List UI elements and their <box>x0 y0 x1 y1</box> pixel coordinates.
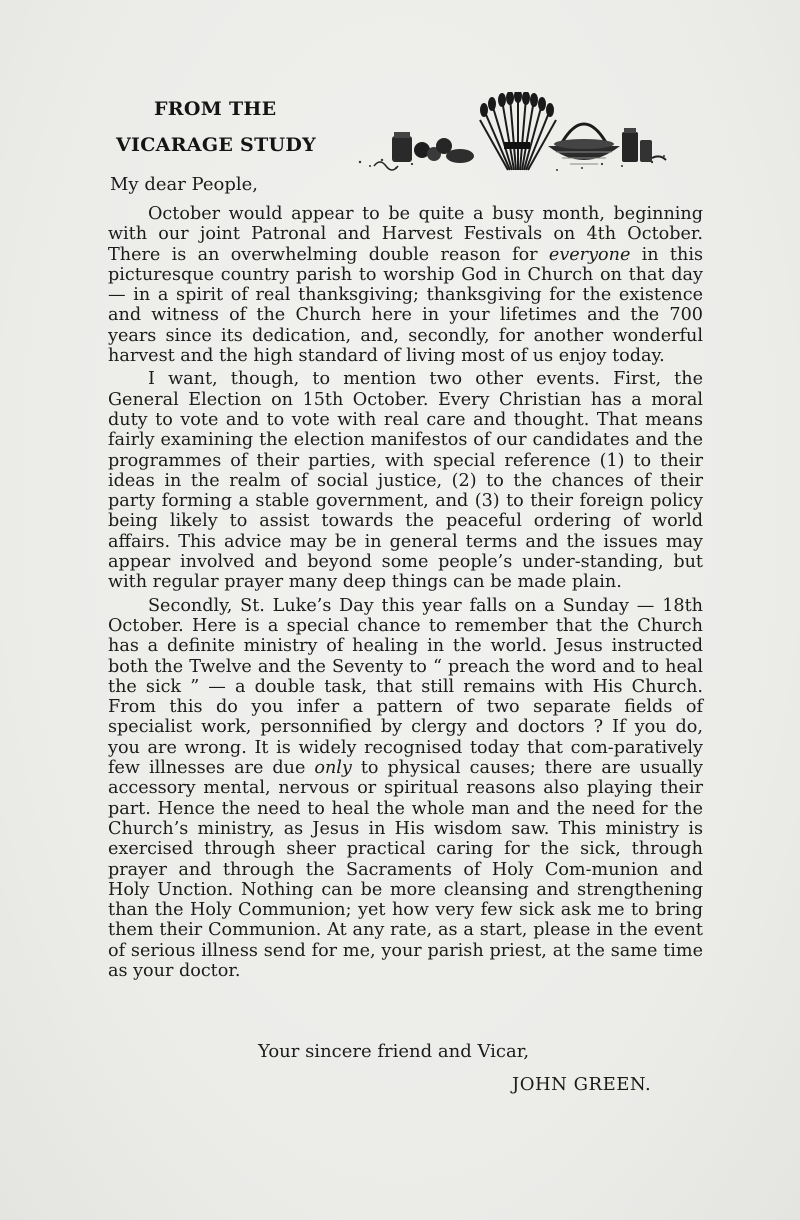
paragraph-3-text-b: to physical causes; there are usually accessory mental, nervous or spiritual reasons also playing their part. Hence the need to heal the whole man and the need for the Church’s ministry, as Jesus in His wisdom saw. This ministry is exercised through sheer practical caring for the sick, through prayer and through the Sacraments of Holy Com-munion and Holy Unction. Nothing can be more cleansing and strengthening than the Holy Communion; yet how very few sick ask me to bring them their Communion. At any rate, as a start, please in the event of serious illness send for me, your parish priest, at the same time as your doctor. <box>108 758 703 981</box>
letter-body <box>108 204 703 984</box>
harvest-vignette-icon <box>352 92 672 178</box>
paragraph-election <box>108 369 703 592</box>
paragraph-3-emphasis: only <box>314 758 352 779</box>
letter-salutation: My dear People, <box>110 174 258 195</box>
paragraph-1-text-b: in this picturesque country parish to worship God in Church on that day — in a spirit of real thanksgiving; thanksgiving for the existence and witness of the Church here in your lifetimes and the 700 years since its dedication, and, secondly, for another wonderful harvest and the high standard of living most of us enjoy today. <box>108 244 703 367</box>
letter-signature: JOHN GREEN. <box>512 1074 652 1095</box>
paragraph-3-text-a: Secondly, St. Luke’s Day this year falls on a Sunday — 18th October. Here is a special chance to remember that the Church has a definite ministry of healing in the world. Jesus instructed both the Twelve and the Seventy to “ preach the word and to heal the sick ” — a double task, that still remains with His Church. From this do you infer a pattern of two separate fields of specialist work, personnified by clergy and doctors ? If you do, you are wrong. It is widely recognised today that com-paratively few illnesses are due <box>108 595 703 779</box>
letter-signoff: Your sincere friend and Vicar, <box>258 1041 530 1062</box>
heading-line-2: VICARAGE STUDY <box>116 134 317 156</box>
heading-line-1: FROM THE <box>154 98 277 120</box>
paragraph-healing <box>108 596 703 982</box>
paragraph-2-text: I want, though, to mention two other events. First, the General Election on 15th October. Every Christian has a moral duty to vote and to vote with real care and thought. That means fairly examining the election manifestos of our candidates and the programmes of their parties, with special reference (1) to their ideas in the realm of social justice, (2) to the chances of their party forming a stable government, and (3) to their foreign policy being likely to assist towards the peaceful ordering of world affairs. This advice may be in general terms and the issues may appear involved and beyond some people’s under-standing, but with regular prayer many deep things can be made plain. <box>108 369 703 593</box>
paragraph-harvest <box>108 204 703 366</box>
paragraph-1-text-a: October would appear to be quite a busy month, beginning with our joint Patronal and Harvest Festivals on 4th October. There is an overwhelming double reason for <box>108 204 703 265</box>
paragraph-1-emphasis: everyone <box>548 244 631 265</box>
